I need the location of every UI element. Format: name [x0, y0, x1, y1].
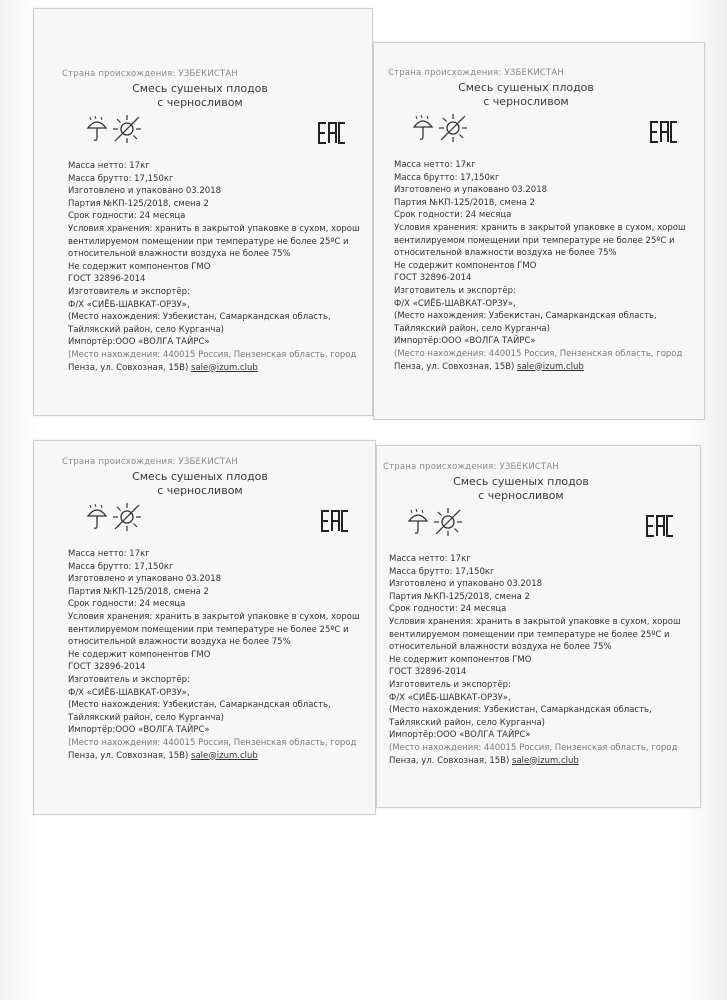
title-line-1: Смесь сушеных плодов — [132, 470, 268, 483]
manufacturer-address-1: (Место нахождения: Узбекистан, Самаркандская область, — [389, 705, 652, 716]
storage-conditions-1: Условия хранения: хранить в закрытой упаковке в сухом, хорош — [68, 223, 360, 234]
keep-dry-umbrella-icon — [407, 509, 429, 535]
storage-conditions-1: Условия хранения: хранить в закрытой упаковке в сухом, хорош — [68, 611, 360, 622]
importer-street: Пенза, ул. Совхозная, 15В) — [68, 750, 189, 761]
importer-name: Импортёр:ООО «ВОЛГА ТАЙРС» — [68, 725, 210, 736]
production-date: Изготовлено и упаковано 03.2018 — [68, 186, 222, 197]
manufacturer-heading: Изготовитель и экспортёр: — [394, 285, 516, 296]
country-of-origin: Страна происхождения: УЗБЕКИСТАН — [62, 69, 239, 79]
manufacturer-address-2: Тайлякский район, село Курганча) — [68, 324, 224, 335]
storage-conditions-1: Условия хранения: хранить в закрытой упаковке в сухом, хорош — [394, 222, 686, 233]
title-line-1: Смесь сушеных плодов — [132, 82, 268, 95]
contact-email: sale@izum.club — [517, 361, 584, 372]
gmo-statement: Не содержит компонентов ГМО — [389, 654, 532, 665]
importer-name: Импортёр:ООО «ВОЛГА ТАЙРС» — [394, 336, 536, 347]
label-content — [388, 68, 698, 373]
gost-standard: ГОСТ 32896-2014 — [68, 274, 146, 285]
batch-number: Партия №КП-125/2018, смена 2 — [68, 198, 209, 209]
product-label-top-left — [33, 8, 373, 416]
gross-weight: Масса брутто: 17,150кг — [389, 566, 495, 577]
importer-address-2 — [394, 361, 698, 374]
label-content — [62, 457, 369, 762]
title-line-2: с черносливом — [483, 95, 569, 108]
gross-weight: Масса брутто: 17,150кг — [394, 172, 500, 183]
title-line-2: с черносливом — [478, 489, 564, 502]
handling-symbols — [62, 502, 369, 548]
protect-from-heat-sun-icon — [438, 113, 468, 143]
eac-certification-mark-icon — [646, 513, 674, 539]
importer-address-1: (Место нахождения: 440015 Россия, Пензенская область, город — [389, 742, 678, 753]
country-of-origin: Страна происхождения: УЗБЕКИСТАН — [383, 462, 560, 472]
handling-symbols — [383, 507, 694, 553]
storage-conditions-2: вентилируемом помещении при температуре не более 25ºС и — [68, 236, 349, 247]
net-weight: Масса нетто: 17кг — [394, 160, 476, 170]
manufacturer-heading: Изготовитель и экспортёр: — [68, 674, 190, 685]
importer-address-2 — [68, 362, 366, 375]
eac-certification-mark-icon — [650, 119, 678, 145]
batch-number: Партия №КП-125/2018, смена 2 — [394, 197, 535, 208]
net-weight: Масса нетто: 17кг — [68, 161, 150, 171]
label-details — [389, 553, 694, 767]
protect-from-heat-sun-icon — [112, 502, 142, 532]
product-title — [90, 82, 310, 110]
storage-conditions-2: вентилируемом помещении при температуре не более 25ºС и — [394, 235, 675, 246]
title-line-2: с черносливом — [157, 96, 243, 109]
protect-from-heat-sun-icon — [112, 114, 142, 144]
gost-standard: ГОСТ 32896-2014 — [389, 667, 467, 678]
contact-email: sale@izum.club — [512, 755, 579, 766]
storage-conditions-3: относительной влажности воздуха не более 75% — [68, 637, 291, 648]
keep-dry-umbrella-icon — [412, 115, 434, 141]
label-details — [68, 160, 366, 374]
importer-address-1: (Место нахождения: 440015 Россия, Пензенская область, город — [68, 349, 357, 360]
gost-standard: ГОСТ 32896-2014 — [68, 662, 146, 673]
storage-conditions-3: относительной влажности воздуха не более 75% — [394, 248, 617, 259]
net-weight: Масса нетто: 17кг — [68, 549, 150, 559]
importer-name: Импортёр:ООО «ВОЛГА ТАЙРС» — [68, 337, 210, 348]
title-line-2: с черносливом — [157, 484, 243, 497]
manufacturer-name: Ф/Х «СИЁБ-ШАВКАТ-ОРЗУ», — [68, 687, 190, 698]
manufacturer-heading: Изготовитель и экспортёр: — [68, 286, 190, 297]
importer-name: Импортёр:ООО «ВОЛГА ТАЙРС» — [389, 730, 531, 741]
eac-certification-mark-icon — [321, 508, 349, 534]
production-date: Изготовлено и упаковано 03.2018 — [394, 185, 548, 196]
eac-certification-mark-icon — [318, 120, 346, 146]
gost-standard: ГОСТ 32896-2014 — [394, 273, 472, 284]
importer-street: Пенза, ул. Совхозная, 15В) — [389, 755, 510, 766]
shelf-life: Срок годности: 24 месяца — [68, 599, 186, 610]
importer-address-1: (Место нахождения: 440015 Россия, Пензенская область, город — [394, 348, 683, 359]
shelf-life: Срок годности: 24 месяца — [389, 604, 507, 615]
title-line-1: Смесь сушеных плодов — [458, 81, 594, 94]
shelf-life: Срок годности: 24 месяца — [68, 211, 186, 222]
importer-address-2 — [68, 750, 369, 763]
label-details — [68, 548, 369, 762]
product-label-top-right — [373, 42, 705, 420]
manufacturer-address-2: Тайлякский район, село Курганча) — [68, 712, 224, 723]
manufacturer-address-1: (Место нахождения: Узбекистан, Самаркандская область, — [68, 700, 331, 711]
manufacturer-address-2: Тайлякский район, село Курганча) — [389, 717, 545, 728]
production-date: Изготовлено и упаковано 03.2018 — [389, 579, 543, 590]
label-content — [62, 69, 366, 374]
manufacturer-address-1: (Место нахождения: Узбекистан, Самаркандская область, — [394, 311, 657, 322]
product-title — [90, 470, 310, 498]
label-details — [394, 159, 698, 373]
product-title — [416, 81, 636, 109]
keep-dry-umbrella-icon — [86, 116, 108, 142]
storage-conditions-1: Условия хранения: хранить в закрытой упаковке в сухом, хорош — [389, 616, 681, 627]
manufacturer-name: Ф/Х «СИЁБ-ШАВКАТ-ОРЗУ», — [389, 692, 511, 703]
manufacturer-address-2: Тайлякский район, село Курганча) — [394, 323, 550, 334]
gmo-statement: Не содержит компонентов ГМО — [394, 260, 537, 271]
protect-from-heat-sun-icon — [433, 507, 463, 537]
batch-number: Партия №КП-125/2018, смена 2 — [68, 586, 209, 597]
importer-street: Пенза, ул. Совхозная, 15В) — [394, 361, 515, 372]
country-of-origin: Страна происхождения: УЗБЕКИСТАН — [62, 457, 239, 467]
product-label-bottom-left — [33, 440, 376, 815]
batch-number: Партия №КП-125/2018, смена 2 — [389, 591, 530, 602]
title-line-1: Смесь сушеных плодов — [453, 475, 589, 488]
storage-conditions-2: вентилируемом помещении при температуре не более 25ºС и — [389, 629, 670, 640]
manufacturer-heading: Изготовитель и экспортёр: — [389, 679, 511, 690]
product-title — [411, 475, 631, 503]
handling-symbols — [388, 113, 698, 159]
gross-weight: Масса брутто: 17,150кг — [68, 173, 174, 184]
contact-email: sale@izum.club — [191, 750, 258, 761]
importer-address-2 — [389, 755, 694, 768]
handling-symbols — [62, 114, 366, 160]
product-label-bottom-right — [376, 445, 701, 808]
keep-dry-umbrella-icon — [86, 504, 108, 530]
net-weight: Масса нетто: 17кг — [389, 554, 471, 564]
storage-conditions-2: вентилируемом помещении при температуре не более 25ºС и — [68, 624, 349, 635]
importer-address-1: (Место нахождения: 440015 Россия, Пензенская область, город — [68, 737, 357, 748]
storage-conditions-3: относительной влажности воздуха не более 75% — [68, 249, 291, 260]
gross-weight: Масса брутто: 17,150кг — [68, 561, 174, 572]
gmo-statement: Не содержит компонентов ГМО — [68, 261, 211, 272]
storage-conditions-3: относительной влажности воздуха не более 75% — [389, 642, 612, 653]
manufacturer-name: Ф/Х «СИЁБ-ШАВКАТ-ОРЗУ», — [68, 299, 190, 310]
production-date: Изготовлено и упаковано 03.2018 — [68, 574, 222, 585]
gmo-statement: Не содержит компонентов ГМО — [68, 649, 211, 660]
manufacturer-name: Ф/Х «СИЁБ-ШАВКАТ-ОРЗУ», — [394, 298, 516, 309]
label-content — [383, 462, 694, 767]
shelf-life: Срок годности: 24 месяца — [394, 210, 512, 221]
manufacturer-address-1: (Место нахождения: Узбекистан, Самаркандская область, — [68, 312, 331, 323]
importer-street: Пенза, ул. Совхозная, 15В) — [68, 362, 189, 373]
contact-email: sale@izum.club — [191, 362, 258, 373]
country-of-origin: Страна происхождения: УЗБЕКИСТАН — [388, 68, 565, 78]
